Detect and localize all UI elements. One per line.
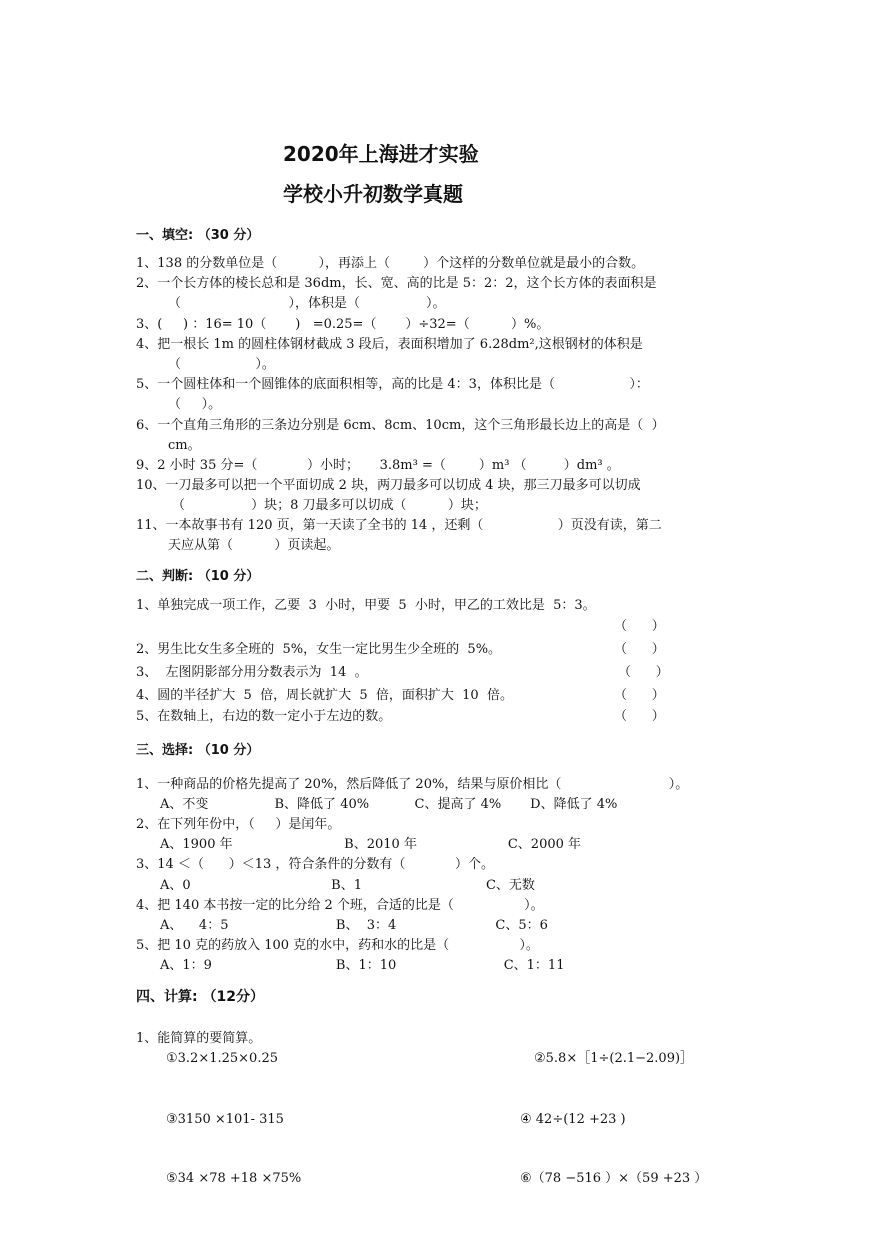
fill-question-10-line-2: （ ）块；8 刀最多可以切成（ ）块； bbox=[172, 498, 487, 513]
choice-question-4: 4、把 140 本书按一定的比分给 2 个班，合适的比是（ ）。 bbox=[136, 898, 544, 913]
judge-question-3: 3、 左图阴影部分用分数表示为 14 。 bbox=[136, 665, 368, 680]
choice-question-1: 1、一种商品的价格先提高了 20%，然后降低了 20%，结果与原价相比（ ）。 bbox=[136, 777, 689, 792]
fill-question-11-line-2: 天应从第（ ）页读起。 bbox=[168, 538, 340, 553]
calc-expression-4: ④ 42÷(12 +23 ) bbox=[520, 1112, 626, 1127]
calc-expression-5: ⑤34 ×78 +18 ×75% bbox=[166, 1171, 302, 1186]
judge-answer-paren-5: （ ） bbox=[614, 709, 665, 724]
fill-question-5-line-1: 5、一个圆柱体和一个圆锥体的底面积相等，高的比是 4：3，体积比是（ ）： bbox=[136, 377, 649, 392]
choice-options-2: A、1900 年 B、2010 年 C、2000 年 bbox=[160, 837, 582, 852]
fill-question-5-line-2: （ ）。 bbox=[168, 397, 222, 412]
fill-question-4-line-2: （ ）。 bbox=[168, 357, 275, 372]
judge-answer-paren-3: （ ） bbox=[618, 665, 669, 680]
section-choice-heading: 三、选择: （10 分） bbox=[136, 743, 260, 758]
judge-question-2: 2、男生比女生多全班的 5%，女生一定比男生少全班的 5%。 bbox=[136, 642, 502, 657]
section-calc-heading: 四、计算: （12分） bbox=[136, 989, 264, 1005]
calc-expression-2: ②5.8×［1÷(2.1−2.09)］ bbox=[534, 1051, 694, 1066]
calc-expression-3: ③3150 ×101- 315 bbox=[166, 1112, 284, 1127]
page-title-line-1: 2020年上海进才实验 bbox=[283, 142, 479, 166]
fill-question-3: 3、( ) ：16= 10（ ) =0.25=（ ）÷32=（ ）%。 bbox=[136, 317, 550, 332]
calc-expression-6: ⑥（78 −516 ）×（59 +23 ） bbox=[520, 1171, 708, 1186]
calc-expression-1: ①3.2×1.25×0.25 bbox=[166, 1051, 279, 1066]
calc-intro: 1、能简算的要简算。 bbox=[136, 1031, 262, 1046]
choice-question-5: 5、把 10 克的药放入 100 克的水中，药和水的比是（ ）。 bbox=[136, 938, 539, 953]
judge-answer-paren-4: （ ） bbox=[614, 688, 665, 703]
fill-question-11-line-1: 11、一本故事书有 120 页，第一天读了全书的 14 ，还剩（ ）页没有读，第二 bbox=[136, 518, 662, 533]
choice-options-3: A、0 B、1 C、无数 bbox=[160, 878, 535, 893]
judge-question-5: 5、在数轴上，右边的数一定小于左边的数。 bbox=[136, 709, 392, 724]
fill-question-1: 1、138 的分数单位是（ ），再添上（ ）个这样的分数单位就是最小的合数。 bbox=[136, 256, 645, 271]
judge-answer-paren-2: （ ） bbox=[614, 642, 665, 657]
page-title-line-2: 学校小升初数学真题 bbox=[283, 182, 463, 206]
fill-question-4-line-1: 4、把一根长 1m 的圆柱体钢材截成 3 段后，表面积增加了 6.28dm²,这根钢材的体积是 bbox=[136, 337, 643, 352]
judge-question-4: 4、圆的半径扩大 5 倍，周长就扩大 5 倍，面积扩大 10 倍。 bbox=[136, 688, 513, 703]
choice-question-3: 3、14 ＜（ ）＜13 ，符合条件的分数有（ ）个。 bbox=[136, 857, 495, 872]
fill-question-2-line-2: （ ），体积是（ ）。 bbox=[168, 296, 446, 311]
choice-options-1: A、不变 B、降低了 40% C、提高了 4% D、降低了 4% bbox=[160, 797, 618, 812]
choice-question-2: 2、在下列年份中，（ ）是闰年。 bbox=[136, 817, 341, 832]
fill-question-10-line-1: 10、一刀最多可以把一个平面切成 2 块，两刀最多可以切成 4 块，那三刀最多可以切成 bbox=[136, 478, 641, 493]
judge-question-1: 1、单独完成一项工作，乙要 3 小时，甲要 5 小时，甲乙的工效比是 5：3。 bbox=[136, 598, 596, 613]
choice-options-4: A、 4：5 B、 3：4 C、5：6 bbox=[160, 918, 548, 933]
section-fill-in-heading: 一、填空: （30 分） bbox=[136, 228, 260, 243]
fill-question-6-line-2: cm。 bbox=[168, 438, 201, 453]
judge-answer-paren-1: （ ） bbox=[614, 619, 665, 634]
fill-question-9: 9、2 小时 35 分=（ ）小时； 3.8m³ =（ ）m³ （ ）dm³ 。 bbox=[136, 458, 620, 473]
fill-question-2-line-1: 2、一个长方体的棱长总和是 36dm，长、宽、高的比是 5：2：2，这个长方体的表面积是 bbox=[136, 276, 657, 291]
fill-question-6-line-1: 6、一个直角三角形的三条边分别是 6cm、8cm、10cm，这个三角形最长边上的高是（ ） bbox=[136, 418, 665, 433]
choice-options-5: A、1：9 B、1：10 C、1：11 bbox=[160, 958, 565, 973]
section-judge-heading: 二、判断: （10 分） bbox=[136, 569, 260, 584]
